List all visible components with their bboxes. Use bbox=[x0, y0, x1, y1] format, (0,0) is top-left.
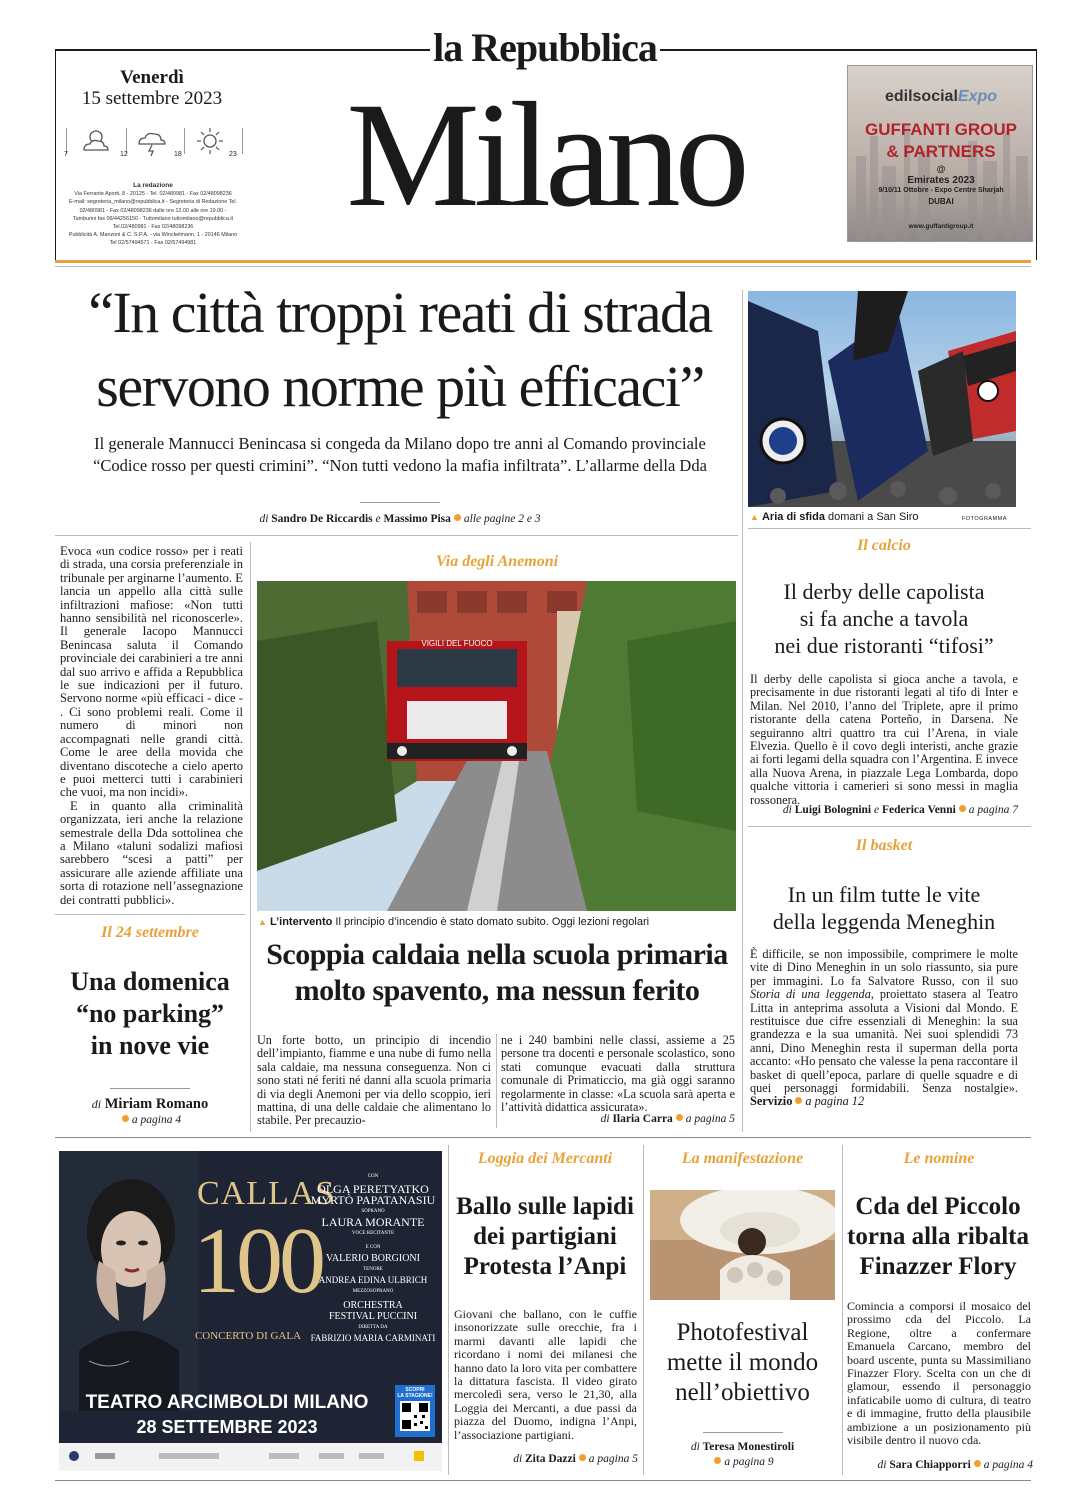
footer-rule bbox=[55, 1480, 1031, 1481]
anemoni-body-col2: ne i 240 bambini nelle classi, assieme a 25 persone tra docenti e personale scolastico, sono stati comunque evacuati dalla struttura comunale di Primaticcio, ma già oggi saranno regolarmente in classe: «La scuola sarà aperta e l’attività didattica assicurata». bbox=[501, 1033, 735, 1115]
derby-caption bbox=[750, 511, 970, 523]
manif-author[interactable]: Teresa Monestiroli bbox=[702, 1441, 795, 1453]
derby-photo[interactable] bbox=[748, 291, 1016, 507]
weather-divider bbox=[184, 128, 185, 154]
manif-page[interactable]: a pagina 9 bbox=[724, 1456, 774, 1468]
lead-subtitle bbox=[60, 433, 740, 477]
lead-headline-line1: “In città troppi reati di strada bbox=[88, 280, 712, 345]
photofestival-graphic bbox=[650, 1190, 835, 1300]
loggia-body: Giovani che ballano, con le cuffie insonorizzate sulle orecchie, fra i marmi davanti alle lapidi che ricordano i nomi dei milanesi che hanno dato la loro vita per combattere la dittatura fascista. Il video girato mercoledì sera, verso le 21,30, alla Loggia dei Mercanti, a due passi da piazza del Duomo, indigna l’Anpi, l’associazione partigiani. bbox=[454, 1307, 637, 1442]
anemoni-head-2: molto spavento, ma nessun ferito bbox=[294, 974, 700, 1007]
bullet-icon bbox=[579, 1454, 586, 1461]
basket-body-a: È difficile, se non impossibile, comprimere le molte vite di Dino Meneghin in un solo riassunto, sia pure per immagini. Lo fa Salvatore Russo, con il suo bbox=[750, 947, 1018, 988]
calcio-divider bbox=[748, 826, 1031, 827]
ad-callas[interactable] bbox=[59, 1151, 442, 1471]
weather-divider bbox=[242, 128, 243, 154]
domenica-page[interactable]: a pagina 4 bbox=[131, 1114, 182, 1126]
firetruck-scene bbox=[257, 581, 736, 911]
nomine-kicker: Le nomine bbox=[903, 1150, 975, 1167]
loggia-kicker: Loggia dei Mercanti bbox=[477, 1150, 613, 1167]
manif-kicker: La manifestazione bbox=[681, 1150, 804, 1167]
ad-line8: www.guffantigroup.it bbox=[908, 223, 974, 230]
loggia-page[interactable]: a pagina 5 bbox=[588, 1453, 638, 1465]
basket-kicker: Il basket bbox=[855, 837, 913, 854]
calcio-headline[interactable] bbox=[750, 578, 1018, 659]
callas-number: 100 bbox=[193, 1209, 322, 1313]
lead-headline[interactable] bbox=[60, 276, 740, 424]
anemoni-caption-text: Il principio d’incendio è stato domato subito. Oggi lezioni regolari bbox=[335, 916, 650, 928]
bullet-icon bbox=[714, 1457, 721, 1464]
callas-cast bbox=[309, 1171, 437, 1344]
logo-icon bbox=[69, 1451, 79, 1461]
nomine-byline bbox=[845, 1459, 1033, 1471]
calcio-byline bbox=[750, 804, 1018, 816]
callas-title: CALLAS bbox=[197, 1175, 336, 1212]
domenica-byline bbox=[55, 1096, 245, 1113]
sponsor-logos bbox=[69, 1451, 429, 1461]
domenica-head-2: “no parking” bbox=[75, 999, 225, 1028]
anemoni-by-di: di bbox=[600, 1113, 610, 1125]
manif-by-di: di bbox=[690, 1441, 700, 1453]
flags-graphic bbox=[748, 291, 1016, 507]
manif-head-3: nell’obiettivo bbox=[675, 1379, 810, 1406]
callas-role-4: E CON bbox=[365, 1245, 381, 1250]
temp-low-1: 7 bbox=[64, 151, 68, 158]
redazione-line: 02/480981 - Fax 02/48098236 dalle ore 12.00 alle ore 19.00 - bbox=[79, 207, 227, 214]
derby-caption-rule bbox=[748, 528, 1031, 529]
bullet-icon bbox=[974, 1460, 981, 1467]
lead-by-di: di bbox=[259, 513, 269, 525]
lead-by-e: e bbox=[375, 513, 381, 525]
nomine-body: Comincia a comporsi il mosaico del prossimo cda del Piccolo. La Regione, oltre a confermare Emanuela Carcano, membro del board uscente, punta su Massimiliano Finazzer Flory. Scelta con un che di glamour, essendo il personaggio infaticabile uomo di cultura, di teatro e di immagine, frutto della plausibile ambizione a un posizionamento più visibile dentro il nuovo cda. bbox=[847, 1299, 1031, 1448]
anemoni-caption-bold: L’intervento bbox=[269, 916, 333, 928]
lead-author1[interactable]: Sandro De Riccardis bbox=[271, 513, 373, 525]
masthead-rule-left bbox=[55, 49, 430, 51]
domenica-author[interactable]: Miriam Romano bbox=[104, 1096, 209, 1112]
callas-role-6: MEZZOSOPRANO bbox=[352, 1289, 394, 1294]
sun-icon bbox=[190, 126, 230, 156]
callas-role-5: TENORE bbox=[363, 1267, 383, 1272]
basket-head-1: In un film tutte le vite bbox=[787, 882, 981, 907]
redazione-line: Pubblicità A. Manzoni & C. S.P.A. - via Winckelmann, 1 - 20146 Milano bbox=[68, 232, 238, 239]
manif-byline-rule bbox=[703, 1432, 783, 1433]
calcio-page[interactable]: a pagina 7 bbox=[968, 804, 1018, 816]
callas-role-3: VOCE RECITANTE bbox=[351, 1231, 395, 1236]
calcio-author1[interactable]: Luigi Bolognini bbox=[794, 804, 872, 816]
bullet-icon bbox=[676, 1114, 683, 1121]
domenica-head-1: Una domenica bbox=[70, 967, 230, 996]
ad-line4: @ bbox=[936, 164, 946, 174]
manif-head-2: mette il mondo bbox=[666, 1349, 819, 1376]
basket-headline[interactable] bbox=[750, 881, 1018, 935]
lead-divider bbox=[55, 535, 738, 536]
anemoni-photo[interactable] bbox=[257, 581, 736, 911]
triangle-icon: ▲ bbox=[750, 512, 759, 522]
calcio-head-2: si fa anche a tavola bbox=[799, 606, 969, 631]
anemoni-page[interactable]: a pagina 5 bbox=[685, 1113, 735, 1125]
redazione-title: La redazione bbox=[133, 182, 173, 189]
ad-line5: Emirates 2023 bbox=[907, 175, 975, 186]
nomine-headline[interactable] bbox=[843, 1192, 1033, 1282]
bullet-icon bbox=[959, 805, 966, 812]
derby-caption-bold: Aria di sfida bbox=[761, 511, 825, 523]
redazione-box bbox=[60, 182, 246, 248]
redazione-line: E-mail: segreteria_milano@repubblica.it - Segreteria di Redazione Tel. bbox=[68, 199, 238, 206]
nomine-by-di: di bbox=[877, 1459, 887, 1471]
bottom-col-divider bbox=[448, 1145, 449, 1475]
redazione-line: Tel.02/480981 - Fax 02/48098236 bbox=[112, 224, 194, 231]
nomine-head-3: Finazzer Flory bbox=[859, 1253, 1017, 1280]
anemoni-byline bbox=[501, 1113, 735, 1125]
partly-cloudy-icon bbox=[76, 126, 116, 156]
bullet-icon bbox=[454, 514, 461, 521]
storm-icon bbox=[134, 126, 172, 156]
lead-sub-line1: Il generale Mannucci Benincasa si congeda da Milano dopo tre anni al Comando provinciale bbox=[94, 434, 706, 453]
ad-line3: & PARTNERS bbox=[886, 142, 996, 161]
frame-right bbox=[1036, 49, 1037, 260]
calcio-by-e: e bbox=[874, 804, 880, 816]
edition-title: Milano bbox=[346, 72, 744, 238]
callas-concert: CONCERTO DI GALA bbox=[194, 1330, 302, 1342]
weather-box bbox=[66, 124, 244, 160]
photofestival-photo[interactable] bbox=[650, 1190, 835, 1300]
callas-perf-3: LAURA MORANTE bbox=[321, 1215, 425, 1229]
redazione-line: Tel 02/57494571 - Fax 02/57494981 bbox=[109, 240, 197, 247]
basket-body-italic: Storia di una leggenda bbox=[750, 987, 871, 1002]
date-text: 15 settembre 2023 bbox=[81, 88, 223, 109]
callas-perf-5: VALERIO BORGIONI bbox=[326, 1253, 420, 1264]
lead-column-divider-right bbox=[742, 290, 743, 1132]
logo-icon bbox=[159, 1453, 219, 1459]
anemoni-caption bbox=[258, 916, 738, 928]
ad-line2: GUFFANTI GROUP bbox=[864, 120, 1018, 139]
loggia-byline bbox=[452, 1453, 638, 1465]
manif-head-1: Photofestival bbox=[676, 1319, 809, 1346]
callas-con: CON bbox=[367, 1174, 379, 1179]
nomine-head-2: torna alla ribalta bbox=[847, 1223, 1029, 1250]
nomine-page[interactable]: a pagina 4 bbox=[983, 1459, 1033, 1471]
derby-credit: FOTOGRAMMA bbox=[962, 516, 1007, 522]
loggia-headline[interactable] bbox=[452, 1192, 638, 1282]
nomine-head-1: Cda del Piccolo bbox=[855, 1193, 1021, 1220]
lead-pages[interactable]: alle pagine 2 e 3 bbox=[463, 513, 541, 525]
domenica-page-line bbox=[55, 1114, 245, 1126]
callas-perf-7: ORCHESTRA bbox=[343, 1300, 403, 1311]
basket-service: Servizio bbox=[750, 1094, 793, 1109]
calcio-by-di: di bbox=[782, 804, 792, 816]
lead-byline-rule bbox=[360, 502, 440, 503]
bullet-icon bbox=[795, 1097, 802, 1104]
qr-label-2: LA STAGIONE! bbox=[397, 1393, 433, 1399]
bottom-col-divider bbox=[643, 1145, 644, 1475]
calcio-kicker: Il calcio bbox=[857, 537, 911, 554]
domenica-headline[interactable] bbox=[55, 966, 245, 1062]
callas-perf-10: FABRIZIO MARIA CARMINATI bbox=[310, 1333, 436, 1343]
domenica-byline-rule bbox=[110, 1088, 190, 1089]
anemoni-body-col1: Un forte botto, un principio di incendio dell’impianto, fiamme e una nube di fumo nella sala caldaie, ma nessuna conseguenza. Non ci sono stati né feriti né danni alla scuola primaria di via degli Anemoni per via dello scoppio, ieri mattina, di una delle caldaie che alimentano lo stabile. Per precauzio- bbox=[257, 1033, 491, 1128]
logo-icon bbox=[95, 1453, 115, 1459]
bottom-section-rule bbox=[55, 1137, 1031, 1138]
header-rule-gray bbox=[55, 266, 1031, 267]
lead-byline bbox=[200, 513, 600, 525]
callas-perf-8: FESTIVAL PUCCINI bbox=[328, 1311, 418, 1322]
logo-icon bbox=[414, 1451, 424, 1461]
loggia-head-3: Protesta l’Anpi bbox=[463, 1253, 627, 1280]
anemoni-headline[interactable] bbox=[252, 937, 742, 1009]
loggia-head-2: dei partigiani bbox=[473, 1223, 617, 1250]
callas-perf-6: ANDREA EDINA ULBRICH bbox=[318, 1275, 428, 1285]
nomine-author[interactable]: Sara Chiapporri bbox=[889, 1459, 971, 1471]
ad-brand-a: edilsocial bbox=[884, 88, 958, 105]
loggia-author[interactable]: Zita Dazzi bbox=[525, 1453, 576, 1465]
ad-brand-b: Expo bbox=[957, 88, 998, 105]
callas-perf-2: MYRTÒ PAPATANASIU bbox=[310, 1193, 436, 1207]
date-day: Venerdì bbox=[120, 67, 184, 88]
frame-left bbox=[55, 49, 56, 260]
brand-logo[interactable]: la Repubblica bbox=[433, 25, 657, 70]
anemoni-author[interactable]: Ilaria Carra bbox=[612, 1113, 673, 1125]
anemoni-head-1: Scoppia caldaia nella scuola primaria bbox=[266, 938, 728, 971]
qr-label-1: SCOPRI bbox=[405, 1387, 425, 1393]
domenica-head-3: in nove vie bbox=[90, 1031, 210, 1060]
ad-line7: DUBAI bbox=[928, 197, 954, 206]
lead-body bbox=[60, 545, 243, 907]
triangle-icon: ▲ bbox=[258, 917, 267, 927]
logo-icon bbox=[359, 1453, 384, 1459]
manif-page-line bbox=[646, 1456, 839, 1468]
callas-date: 28 SETTEMBRE 2023 bbox=[136, 1417, 318, 1437]
truck-label: VIGILI DEL FUOCO bbox=[421, 639, 493, 648]
bullet-icon bbox=[122, 1115, 129, 1122]
temp-high-1: 12 bbox=[120, 151, 128, 158]
temp-high-2: 18 bbox=[174, 151, 182, 158]
manif-headline[interactable] bbox=[646, 1318, 839, 1408]
ad-line6: 9/10/11 Ottobre - Expo Centre Sharjah bbox=[878, 187, 1004, 194]
lead-body-p2: E in quanto alla criminalità organizzata, ieri anche la relazione semestrale della Dda sottolinea che a Milano «taluni sodalizi mafiosi sarebbero “scesi a patti” per assicurare alle aziende affiliate una sorta di rotazione nell’assegnazione dei contratti pubblici». bbox=[60, 798, 243, 907]
loggia-by-di: di bbox=[513, 1453, 523, 1465]
domenica-kicker: Il 24 settembre bbox=[101, 924, 199, 941]
calcio-head-3: nei due ristoranti “tifosi” bbox=[774, 633, 994, 658]
domenica-by-di: di bbox=[91, 1097, 102, 1111]
lead-column-divider bbox=[250, 542, 251, 1132]
callas-qr[interactable] bbox=[395, 1385, 435, 1437]
callas-portrait bbox=[59, 1151, 199, 1411]
callas-venue: TEATRO ARCIMBOLDI MILANO bbox=[85, 1392, 369, 1413]
lead-headline-line2: servono norme più efficaci” bbox=[96, 354, 704, 419]
callas-role-2: SOPRANO bbox=[361, 1209, 385, 1214]
derby-caption-text: domani a San Siro bbox=[828, 511, 919, 523]
basket-head-2: della leggenda Meneghin bbox=[772, 909, 996, 934]
domenica-rule bbox=[55, 914, 245, 915]
header-rule-orange bbox=[55, 260, 1031, 263]
logo-icon bbox=[269, 1453, 299, 1459]
qr-code-icon bbox=[400, 1401, 430, 1431]
redazione-line: Tamburini fax 06/44256150 - Tuttomilano tuttomilano@repubblica.it bbox=[72, 215, 234, 222]
calcio-author2[interactable]: Federica Venni bbox=[882, 804, 956, 816]
logo-icon bbox=[319, 1453, 344, 1459]
callas-perf-1: OLGA PERETYATKO bbox=[317, 1182, 429, 1196]
anemoni-col-divider bbox=[496, 1034, 497, 1128]
anemoni-kicker: Via degli Anemoni bbox=[435, 553, 559, 570]
ad-brand bbox=[848, 88, 1033, 106]
ad-guffanti[interactable] bbox=[847, 65, 1033, 242]
temp-high-3: 23 bbox=[229, 151, 237, 158]
manif-byline bbox=[646, 1441, 839, 1453]
callas-role-9: DIRETTA DA bbox=[358, 1325, 388, 1330]
masthead-rule-right bbox=[660, 49, 1036, 51]
lead-body-p1: Evoca «un codice rosso» per i reati di strada, una corsia preferenziale in tribunale per arginarne l’aumento. E lancia un appello alla città sulle infiltrazioni mafiose: «Non tutti hanno sensibilità nel riconoscerle». Il generale Iacopo Mannucci Benincasa saluta il Comando provinciale dei carabinieri a tre anni dal suo arrivo e affida a Repubblica le sue indicazioni per il futuro. Servono norme «più efficaci - dice - . Ci sono problemi reali. Come il numero di minori non accompagnati nelle grandi città. Come le aree della movida che diventano discoteche a cielo aperto e puoi metterci tutti i carabinieri che vuoi, ma non incidi». bbox=[60, 544, 243, 800]
basket-body-b: , proiettato stasera al Teatro Litta in anteprima assoluta a Visioni dal Mondo. E restituisce due cifre essenziali di Meneghin: la sua grandezza e la sua umanità. Nei suoi splendidi 73 anni, Dino Meneghin resta il superman della porta accanto: «Ho pensato che valesse la pena raccontare il basket di quell’epoca, parlare di quelle squadre e di quei personaggi formidabili. Senza nostalgie». bbox=[750, 987, 1018, 1096]
redazione-line: Via Ferrante Aporti, 8 - 20125 - Tel. 02/480981 - Fax 02/48098236 bbox=[74, 191, 232, 198]
basket-page[interactable]: a pagina 12 bbox=[805, 1094, 865, 1109]
calcio-head-1: Il derby delle capolista bbox=[783, 579, 985, 604]
loggia-head-1: Ballo sulle lapidi bbox=[456, 1193, 634, 1220]
calcio-body: Il derby delle capolista si gioca anche a tavola, e precisamente in due ristoranti legati al tifo di Inter e Milan. Nel 2010, l’anno del Triplete, apre il primo ristorante della catena Porteño, in Darsena. Ne seguiranno altri quattro tra cui l’Arena, in viale Elvezia. Quello è il covo degli interisti, anche grazie ai forti legami della squadra con l’Argentina. E invece alla Nuova Arena, in piazzale Lega Lombarda, dopo qualche vittoria i camerieri si sono messi in maglia rossonera. bbox=[750, 672, 1018, 807]
lead-sub-line2: “Codice rosso per questi crimini”. “Non tutti vedono la mafia infiltrata”. L’allarme della Dda bbox=[93, 456, 707, 475]
basket-body bbox=[750, 948, 1018, 1109]
lead-author2[interactable]: Massimo Pisa bbox=[383, 513, 451, 525]
